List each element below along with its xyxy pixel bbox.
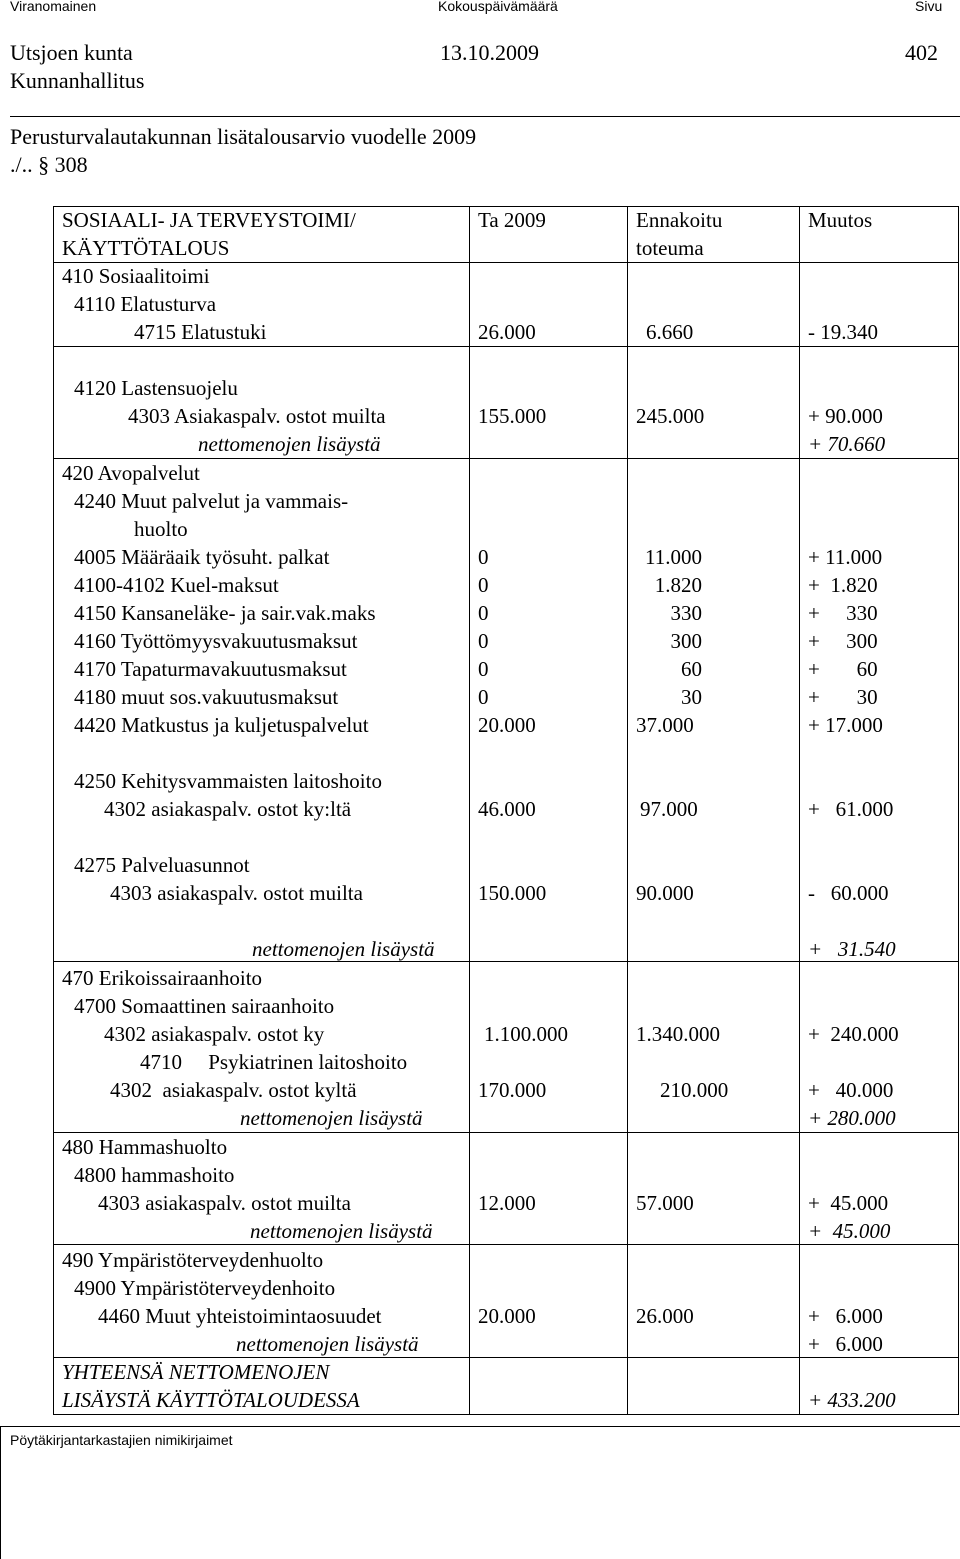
row-budget: 0 <box>478 601 489 625</box>
row-label: 4302 asiakaspalv. ostot kyltä <box>110 1078 357 1102</box>
col-header-change: Muutos <box>808 208 873 232</box>
row-change: + 61.000 <box>808 797 894 821</box>
footer-divider <box>0 1426 960 1427</box>
row-label: 4420 Matkustus ja kuljetuspalvelut <box>74 713 369 737</box>
col-header-category-sub: KÄYTTÖTALOUS <box>62 236 230 260</box>
row-label-subtotal: nettomenojen lisäystä <box>252 937 435 961</box>
row-label: 4302 asiakaspalv. ostot ky <box>104 1022 325 1046</box>
row-label: 420 Avopalvelut <box>62 461 200 485</box>
row-label-subtotal: nettomenojen lisäystä <box>250 1219 433 1243</box>
row-budget: 150.000 <box>478 881 547 905</box>
row-label: 4900 Ympäristöterveydenhoito <box>74 1276 336 1300</box>
row-forecast: 330 <box>670 601 702 625</box>
row-label: 4715 Elatustuki <box>134 320 267 344</box>
header-divider <box>10 116 960 117</box>
municipality-name: Utsjoen kunta <box>10 40 133 65</box>
row-budget: 20.000 <box>478 1304 536 1328</box>
row-change: + 45.000 <box>808 1191 889 1215</box>
row-forecast: 1.820 <box>654 573 702 597</box>
row-label: 4303 Asiakaspalv. ostot muilta <box>128 404 386 428</box>
total-change: + 433.200 <box>808 1388 896 1412</box>
row-change: + 6.000 <box>808 1304 883 1328</box>
row-label: 4120 Lastensuojelu <box>74 376 238 400</box>
row-label: 490 Ympäristöterveydenhuolto <box>62 1248 324 1272</box>
row-label: 4302 asiakaspalv. ostot ky:ltä <box>104 797 352 821</box>
row-forecast: 210.000 <box>660 1078 729 1102</box>
row-budget: 0 <box>478 685 489 709</box>
row-change-subtotal: + 45.000 <box>808 1219 891 1243</box>
row-budget: 0 <box>478 573 489 597</box>
meeting-date: 13.10.2009 <box>440 40 539 65</box>
row-change: + 90.000 <box>808 404 883 428</box>
row-label: 4180 muut sos.vakuutusmaksut <box>74 685 339 709</box>
row-forecast: 60 <box>681 657 702 681</box>
row-change: + 17.000 <box>808 713 883 737</box>
row-budget: 12.000 <box>478 1191 536 1215</box>
row-label: 4303 asiakaspalv. ostot muilta <box>110 881 363 905</box>
col-header-forecast-sub: toteuma <box>636 236 704 260</box>
row-label: 470 Erikoissairaanhoito <box>62 966 263 990</box>
row-forecast: 30 <box>681 685 702 709</box>
row-label: 4100-4102 Kuel-maksut <box>74 573 279 597</box>
row-budget: 0 <box>478 545 489 569</box>
row-label-subtotal: nettomenojen lisäystä <box>198 432 381 456</box>
row-change: + 11.000 <box>808 545 883 569</box>
header-date-label: Kokouspäivämäärä <box>438 0 558 14</box>
row-change: + 1.820 <box>808 573 878 597</box>
row-budget: 20.000 <box>478 713 536 737</box>
row-change: + 240.000 <box>808 1022 899 1046</box>
row-label: 410 Sosiaalitoimi <box>62 264 210 288</box>
total-label-sub: LISÄYSTÄ KÄYTTÖTALOUDESSA <box>62 1388 360 1412</box>
row-budget: 155.000 <box>478 404 547 428</box>
row-forecast: 57.000 <box>636 1191 694 1215</box>
row-label: 4710 Psykiatrinen laitoshoito <box>140 1050 408 1074</box>
row-forecast: 97.000 <box>640 797 698 821</box>
col-header-category: SOSIAALI- JA TERVEYSTOIMI/ <box>62 208 356 232</box>
page-number: 402 <box>905 40 938 65</box>
row-change: + 330 <box>808 601 878 625</box>
row-label: 4800 hammashoito <box>74 1163 235 1187</box>
header-authority-label: Viranomainen <box>10 0 97 14</box>
row-forecast: 37.000 <box>636 713 694 737</box>
row-change-subtotal: + 70.660 <box>808 432 886 456</box>
row-label: 4275 Palveluasunnot <box>74 853 250 877</box>
signatures-label: Pöytäkirjantarkastajien nimikirjaimet <box>10 1432 233 1448</box>
row-budget: 0 <box>478 657 489 681</box>
row-budget: 1.100.000 <box>484 1022 568 1046</box>
row-budget: 46.000 <box>478 797 536 821</box>
row-label: 4170 Tapaturmavakuutusmaksut <box>74 657 347 681</box>
row-budget: 26.000 <box>478 320 536 344</box>
header-page-label: Sivu <box>915 0 943 14</box>
section-reference: ./.. § 308 <box>10 152 88 177</box>
row-change-subtotal: + 31.540 <box>808 937 896 961</box>
row-change-subtotal: + 280.000 <box>808 1106 896 1130</box>
total-label: YHTEENSÄ NETTOMENOJEN <box>62 1360 330 1384</box>
row-budget: 170.000 <box>478 1078 547 1102</box>
row-change: - 19.340 <box>808 320 878 344</box>
row-label: 4700 Somaattinen sairaanhoito <box>74 994 335 1018</box>
row-label-subtotal: nettomenojen lisäystä <box>236 1332 419 1356</box>
document-title: Perusturvalautakunnan lisätalousarvio vuodelle 2009 <box>10 124 477 149</box>
row-label: 4460 Muut yhteistoimintaosuudet <box>98 1304 382 1328</box>
row-label: 4303 asiakaspalv. ostot muilta <box>98 1191 351 1215</box>
governing-body: Kunnanhallitus <box>10 68 145 93</box>
row-label: 4150 Kansaneläke- ja sair.vak.maks <box>74 601 376 625</box>
row-change-subtotal: + 6.000 <box>808 1332 883 1356</box>
row-forecast: 90.000 <box>636 881 694 905</box>
row-label: 4005 Määräaik työsuht. palkat <box>74 545 330 569</box>
row-change: - 60.000 <box>808 881 889 905</box>
row-change: + 300 <box>808 629 878 653</box>
row-forecast: 245.000 <box>636 404 705 428</box>
row-label: 4160 Työttömyysvakuutusmaksut <box>74 629 358 653</box>
row-label: huolto <box>134 517 188 541</box>
row-label-subtotal: nettomenojen lisäystä <box>240 1106 423 1130</box>
row-label: 4110 Elatusturva <box>74 292 217 316</box>
row-forecast: 1.340.000 <box>636 1022 720 1046</box>
row-label: 480 Hammashuolto <box>62 1135 228 1159</box>
row-forecast: 300 <box>670 629 702 653</box>
col-header-forecast: Ennakoitu <box>636 208 723 232</box>
row-budget: 0 <box>478 629 489 653</box>
row-forecast: 26.000 <box>636 1304 694 1328</box>
row-change: + 40.000 <box>808 1078 894 1102</box>
row-label: 4250 Kehitysvammaisten laitoshoito <box>74 769 382 793</box>
col-header-budget: Ta 2009 <box>478 208 546 232</box>
row-change: + 60 <box>808 657 878 681</box>
row-forecast: 6.660 <box>646 320 694 344</box>
row-forecast: 11.000 <box>645 545 702 569</box>
row-label: 4240 Muut palvelut ja vammais- <box>74 489 349 513</box>
row-change: + 30 <box>808 685 878 709</box>
